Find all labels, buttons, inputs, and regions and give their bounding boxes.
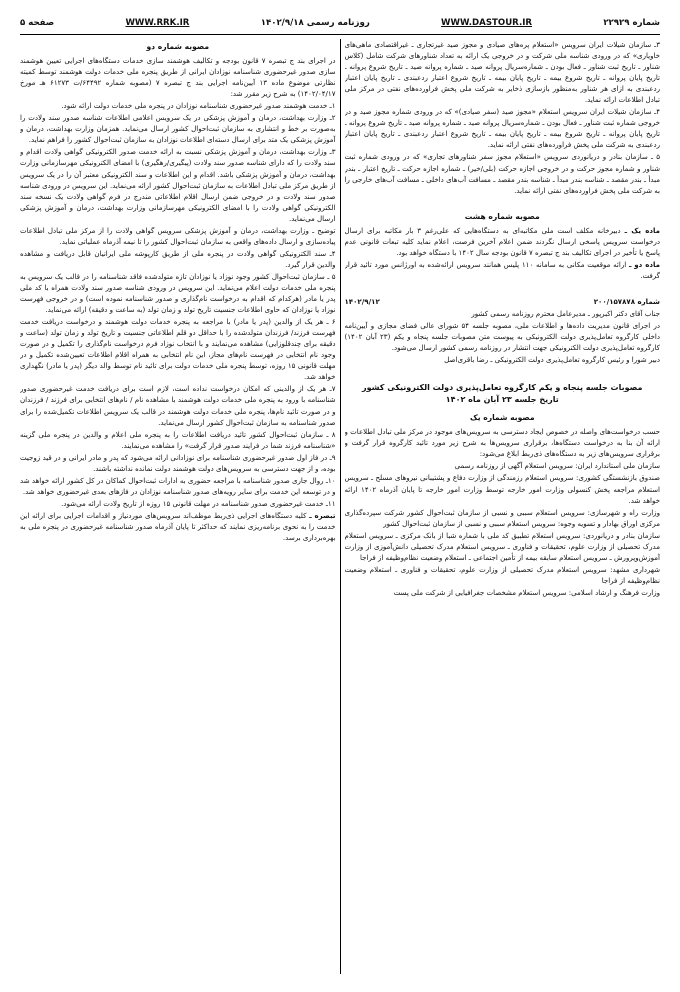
list-item: ۹ـ در فاز اول صدور غیرحضوری شناسنامه برای نوزادانی ارائه می‌شود که پدر و مادر ایرانی و در قید زوجیت بوده، و از جهت دسترسی به سرویس‌های دولت هوشمند دولت نمانده نداشته باشند. <box>20 452 336 473</box>
paragraph: سازمان ملی استاندارد ایران: سرویس استعلام آگهی از روزنامه رسمی <box>454 461 660 471</box>
paragraph: ماده یک ـ دبیرخانه مکلف است ملی مکاتبه‌ای به دستگاه‌هایی که علی‌رغم ۳ بار مکاتبه برای ارسال درخواست سرویس پاسخی ارسال نگردند ضمن اعلام آخرین فرصت، اعلام نماید کلیه تبعات قانونی عدم پاسخ یا تأخیر در اجرای تکالیف بند ج تبصره ۷ قانون بودجه سال ۱۴۰۲ با دستگاه خواهد بود. <box>344 225 660 257</box>
letter-meta <box>345 296 661 307</box>
paragraph: وزارت فرهنگ و ارشاد اسلامی: سرویس استعلام مشخصات جغرافیایی از شرکت ملی پست <box>393 587 660 597</box>
paragraph: شهرداری مشهد: سرویس استعلام مدرک تحصیلی از وزارت علوم، تحقیقات و فناوری ـ استعلام وضعیت نظام‌وظیفه از فراجا <box>344 564 660 585</box>
list-item: ۲ـ وزارت بهداشت، درمان و آموزش پزشکی در یک سرویس اعلامی اطلاعات شناسه صدور سند ولادت را به‌صورت بر خط و انتشاری به سازمان ثبت‌احوال کشور ارسال می‌نماید. همزمان وزارت بهداشت، درمان و آموزش پزشکی یک متد برای ارسال دسته‌ای اطلاعات نوزادان به سازمان ثبت‌احوال کشور را فراهم نماید. <box>20 113 336 145</box>
dastour-link[interactable]: WWW.DASTOUR.IR <box>441 18 533 28</box>
letter-number: شماره ۲۰۰/۱۵۷۸۷۸ <box>593 296 660 306</box>
paragraph: سازمان بنادر و دریانوردی: سرویس استعلام تطبیق کد ملی با شماره شبا از بانک مرکزی ـ سرویس استعلام مدرک تحصیلی از وزارت علوم، تحقیقات و فناوری ـ سرویس استعلام مدرک تحصیلی دانش‌آموزی از وزارت آموزش‌وپرورش ـ سرویس استعلام سابقه بیمه از تأمین اجتماعی ـ استعلام وضعیت نظام‌وظیفه از فراجا <box>344 530 660 562</box>
page-number: صفحه ۵ <box>20 18 55 28</box>
paragraph: صندوق بازنشستگی کشوری: سرویس استعلام رزمندگی از وزارت دفاع و پشتیبانی نیروهای مسلح ـ سرویس استعلام مراجعه پخش کنسولی وزارت امور خارجه توسط وزارت امور خارجه تا پایان آذرماه ۱۴۰۲ ارائه خواهد شد. <box>344 473 660 505</box>
section-title: مصوبه شماره یک <box>469 413 535 423</box>
paragraph: حسب درخواست‌های واصله در خصوص ایجاد دسترسی به سرویس‌های موجود در مرکز ملی تبادل اطلاعات و ارائه آن بنا به درخواست دستگاه‌ها، برقراری سرویس‌ها به شرح زیر مورد تائید کارگروه قرار گرفت و برقراری سرویس‌های زیر به دستگاه‌های ذی‌ربط ابلاغ می‌شود: <box>344 427 660 459</box>
issue-number: شماره ۲۲۹۲۹ <box>603 18 660 28</box>
column-divider <box>340 39 341 974</box>
list-item: ۳ـ وزارت بهداشت، درمان و آموزش پزشکی نسبت به ارائه خدمت صدور الکترونیکی گواهی ولادت اقدام و سند ولادت را که دارای شناسه صدور سند ولادت (پیگیری/رهگیری) با امضای الکترونیکی مهرسازمانی وزارت بهداشت، درمان و آموزش پزشکی باشد. اقدام و این اطلاعات و سند الکترونیکی معتبر آن را در یک سرویس از طریق مرکز ملی تبادل اطلاعات به سازمان ثبت‌احوال کشور ارائه می‌نماید. این سرویس در ورودی شناسه صدور سند ولادت و در خروجی ضمن ارسال اقلام اطلاعاتی مندرج در فرم گواهی ولادت یک نسخه سند الکترونیکی گواهی ولادت را با امضای الکترونیکی مهرسازمانی وزارت بهداشت، درمان و آموزش پزشکی ارسال می‌نماید. <box>20 147 336 223</box>
letter-signature: دبیر شورا و رئیس کارگروه تعامل‌پذیری دولت الکترونیکی ـ رضا باقری‌اصل <box>444 355 660 365</box>
paragraph: ۵ ـ سازمان بنادر و دریانوردی سرویس «استعلام مجوز سفر شناورهای تجاری» که در ورودی شماره ثبت شناور و شماره مجوز حرکت و در خروجی اجازه حرکت (بلی/خیر) ـ شماره اجازه حرکت ـ تاریخ اعتبار ـ بندر مبدأ ـ بندر مقصد ـ شناسه بندر مبدأ ـ شناسه بندر مقصد ـ مسافت آب‌های داخلی ـ مسافت آب‌های خارجی را به شرکت ملی پخش فراورده‌های نفتی ارائه نماید. <box>344 152 660 195</box>
list-item: ۶ ـ هر یک از والدین (پدر یا مادر) با مراجعه به پنجره خدمات دولت هوشمند و درخواست دریافت خدمت فهرست فرزند/ فرزندان متولدشده را با حداقل دو قلم اطلاعاتی جنسیت و تاریخ تولد و زمان تولد (ساعت و دقیقه برای چندقلوزایی) مشاهده می‌نمایند و با انتخاب نوزاد فرم درخواست نام‌گذاری را تکمیل و در صورت وجود نام انتخابی در فهرست نام‌های مجاز، این نام انتخابی به همراه اقلام اطلاعات تعیین‌شده تکمیل و در مهلت قانونی ۱۵ روزه، توسط پنجره ملی خدمات دولت برای تائید نام توسط والد دیگر (پدر یا مادر) نگهداری خواهد شد. <box>20 317 336 382</box>
letter-date: ۱۴۰۲/۹/۱۲ <box>344 296 380 306</box>
resolutions-title: مصوبات جلسه پنجاه و یکم کارگروه تعامل‌پذیری دولت الکترونیکی کشور تاریخ جلسه ۲۳ آبان ماه ۱۴۰۲ <box>362 383 643 405</box>
note: تبصره ـ کلیه دستگاه‌های اجرایی ذی‌ربط موظف‌اند سرویس‌های موردنیاز و اقدامات اجرایی برای ارائه این خدمت را به نحوی برنامه‌ریزی نمایند که حداکثر تا پایان آذرماه صدور شناسنامه غیرحضوری در پنجره ملی به بهره‌برداری برسد. <box>20 510 336 543</box>
paragraph: وزارت راه و شهرسازی: سرویس استعلام سببی و نسبی از سازمان ثبت‌احوال کشور شرکت سپرده‌گذاری مرکزی اوراق بهادار و تسویه وجوه: سرویس استعلام سببی و نسبی از سازمان ثبت‌احوال کشور <box>344 507 660 528</box>
gazette-page <box>20 0 660 974</box>
list-item: ۱۱ـ خدمت غیرحضوری صدور شناسنامه در مهلت قانونی ۱۵ روزه از تاریخ ولادت ارائه می‌شود. <box>61 498 336 508</box>
gazette-date: روزنامه رسمی ۱۴۰۲/۹/۱۸ <box>260 18 370 28</box>
two-column-body <box>20 39 660 974</box>
list-item: ۸ ـ سازمان ثبت‌احوال کشور تائید دریافت اطلاعات را به پنجره ملی اعلام و والدین در پنجره ملی گزینه «شناسنامه فرزند شما در فرایند صدور قرار گرفت» را مشاهده می‌نمایند. <box>20 429 336 450</box>
page-header <box>20 14 660 32</box>
rrk-link[interactable]: WWW.RRK.IR <box>125 18 190 28</box>
note-lead: تبصره ـ <box>309 510 336 520</box>
list-item: ۱ـ خدمت هوشمند صدور غیرحضوری شناسنامه نوزادان در پنجره ملی خدمات دولت ارائه شود. <box>61 101 336 111</box>
section-title: مصوبه شماره دو <box>146 42 210 51</box>
paragraph: در اجرای بند ج تبصره ۷ قانون بودجه و تکالیف هوشمند سازی خدمات دستگاه‌های اجرایی تعیین هوشمند سازی صدور غیرحضوری شناسنامه نوزادان ایرانی از طریق پنجره ملی خدمات دولت هوشمند توسط کمیته نظارتی موضوع ماده ۱۳ آیین‌نامه اجرایی بند ج تبصره ۷ (مصوبه شماره ۶۴۴۹۲/ت ۶۱۲۷۳ هـ مورخ ۱۴۰۲/۰۴/۱۷) به شرح زیر مقرر شد: <box>20 56 336 99</box>
article-lead: ماده یک ـ <box>624 225 660 235</box>
list-item: ۵ ـ سازمان ثبت‌احوال کشور وجود نوزاد یا نوزادان تازه متولدشده فاقد شناسنامه را در قالب یک سرویس به پنجره ملی خدمات دولت اعلام می‌نماید. این سرویس در ورودی شناسه صدور سند ولادت همراه با کد ملی پدر یا مادر (هرکدام که اقدام به درخواست نام‌گذاری و صدور شناسنامه نموده است) و در خروجی فهرست نوزاد یا نوزادان که حاوی اطلاعات جنسیت تاریخ تولد و زمان تولد (به ساعت و دقیقه) ارائه می‌نماید. <box>20 271 336 315</box>
letter-body: در اجرای قانون مدیریت داده‌ها و اطلاعات ملی، مصوبه جلسه ۵۴ شورای عالی فضای مجازی و آیین‌نامه داخلی کارگروه تعامل‌پذیری دولت الکترونیکی به پیوست متن مصوبات جلسه پنجاه و یکم (۲۳ آبان ۱۴۰۲) کارگروه تعامل‌پذیری دولت الکترونیکی جهت انتشار در روزنامه رسمی کشور ارسال می‌شود. <box>344 321 660 353</box>
paragraph: ۴ـ سازمان شیلات ایران سرویس استعلام «مجوز صید (سفر صیادی)» که در ورودی شماره مجوز صید و در خروجی شماره ثبت شناور ـ فعال بودن ـ شماره‌سریال پروانه صید ـ شماره پروانه صید ـ تاریخ شروع پروانه ـ تاریخ پایان پروانه ـ تاریخ شروع بیمه ـ تاریخ پایان بیمه ـ تاریخ شروع اعتبار ردعبندی ـ تاریخ پایان اعتبار ردعبندی به شرکت ملی پخش فراورده‌های نفتی ارائه نماید. <box>344 107 660 150</box>
list-item: ۴ـ سند الکترونیکی گواهی ولادت در پنجره ملی از طریق کارپوشه ملی ایرانیان قابل دریافت و مشاهده والدین قرار گیرد. <box>20 248 336 269</box>
section-title: مصوبه شماره هشت <box>464 211 540 221</box>
list-item: توضیح ـ وزارت بهداشت، درمان و آموزش پزشکی سرویس گواهی ولادت را از مرکز ملی تبادل اطلاعات پیاده‌سازی و ارسال داده‌های واقعی به سازمان ثبت‌احوال کشور را تا نیمه آذرماه عملیاتی نماید. <box>20 225 336 246</box>
header-rule <box>20 34 660 35</box>
article-lead: ماده دو ـ <box>628 259 660 269</box>
right-column <box>345 39 661 974</box>
paragraph: ۳ـ سازمان شیلات ایران سرویس «استعلام پره‌های صیادی و مجوز صید غیرتجاری ـ غیراقتصادی ماهی‌های خاویاری» که در ورودی شناسه ملی شرکت و در خروجی یک ارائه به تعداد شناورهای شرکت شامل (کلاس شناور ـ تاریخ ثبت شناور ـ فعال بودن ـ شماره‌سریال پروانه صید ـ شماره پروانه صید ـ تاریخ شروع پروانه ـ تاریخ پایان پروانه ـ تاریخ شروع بیمه ـ تاریخ پایان بیمه ـ تاریخ شروع اعتبار ردعبندی ـ تاریخ پایان اعتبار ردعبندی به ازای هر شناور به‌منظور بازسازی ذخایر به شرکت ملی پخش فراورده‌های نفتی در مرکز ملی تبادل اطلاعات ارائه نماید. <box>344 40 660 105</box>
list-item: ۱۰ـ روال جاری صدور شناسنامه با مراجعه حضوری به ادارات ثبت‌احوال کماکان در کل کشور ارائه خواهد شد و در توسعه این خدمت برای سایر رویه‌های صدور شناسنامه نوزادان در فازهای بعدی غیرحضوری خواهد شد. <box>20 475 336 496</box>
letter-recipient: جناب آقای دکتر اکبرپور ـ مدیرعامل محترم روزنامه رسمی کشور <box>471 308 660 318</box>
left-column <box>20 39 336 974</box>
paragraph: ماده دو ـ ارائه موقعیت مکانی به سامانه ۱۱۰ پلیس همانند سرویس ارائه‌شده به اورژانس مورد تائید قرار گرفت. <box>344 259 660 280</box>
list-item: ۷ـ هر یک از والدینی که امکان درخواست نداده است، لازم است برای دریافت خدمت غیرحضوری صدور شناسنامه با ورود به پنجره ملی خدمات دولت هوشمند با مشاهده نام / نام‌های انتخابی برای فرزند / فرزندان و در صورت تائید نام‌ها، پنجره ملی خدمات دولت هوشمند در قالب یک سرویس اطلاعات تکمیل‌شده را برای صدور شناسنامه به سازمان ثبت‌احوال کشور ارسال می‌نماید. <box>20 384 336 427</box>
